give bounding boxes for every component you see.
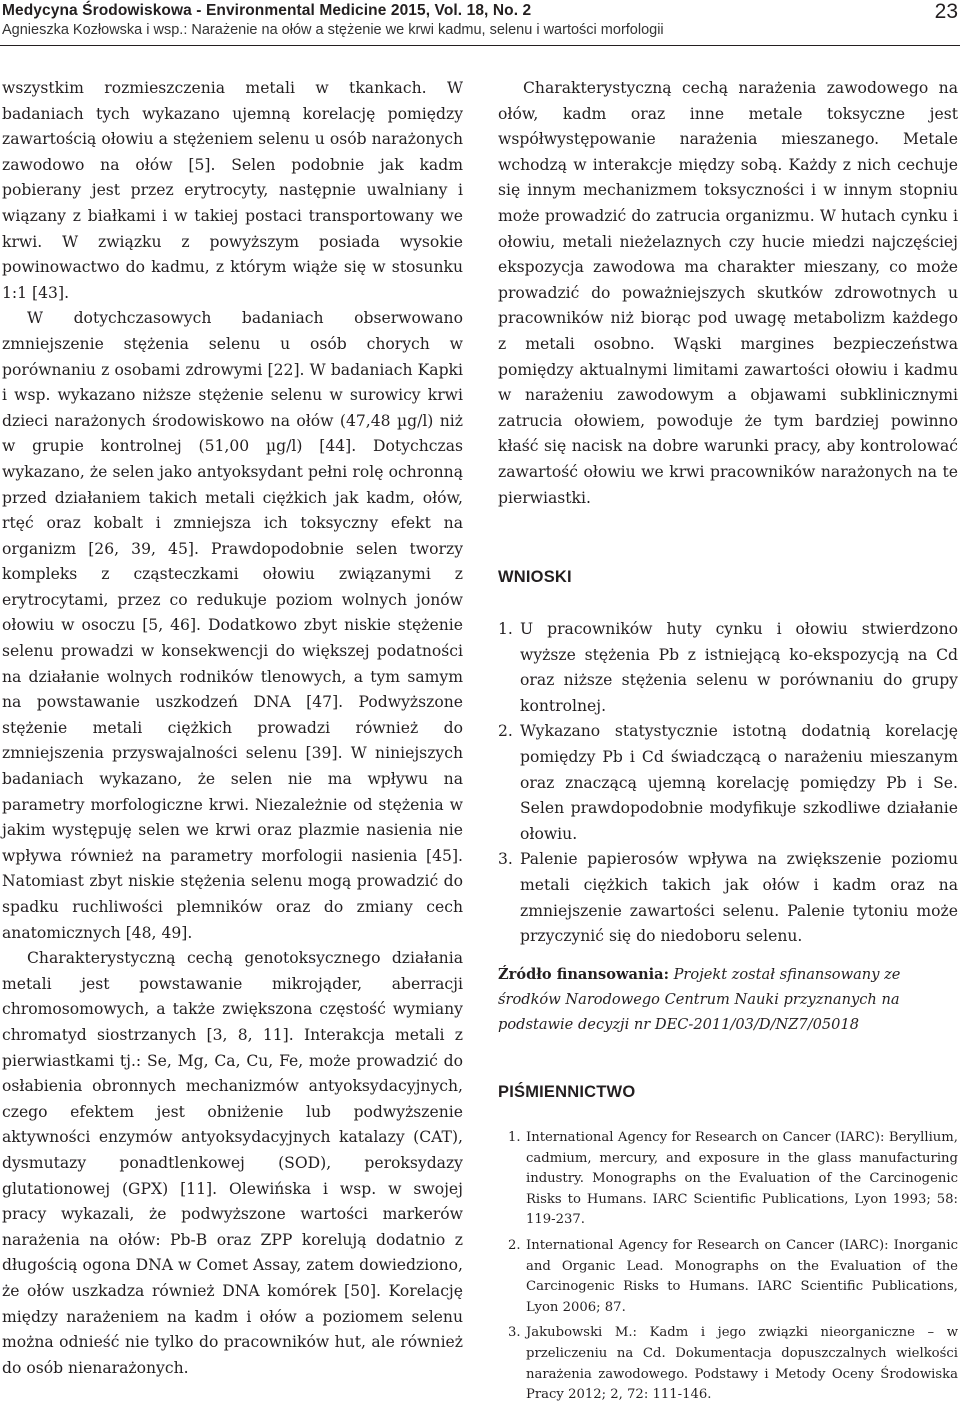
conclusion-item [498, 617, 958, 719]
references-heading: PIŚMIENNICTWO [498, 1083, 636, 1101]
reference-text: Jakubowski M.: Kadm i jego związki nieorganiczne – w przeliczeniu na Cd. Dokumentacja dopuszczalnych wielkości narażenia zawodowego. Podstawy i Metody Oceny Środowiska Pracy 2012; 2, 72: 111-146. [526, 1325, 958, 1403]
conclusions-list [498, 617, 958, 950]
conclusion-number: 1. [498, 620, 513, 638]
journal-title: Medycyna Środowiskowa - Environmental Medicine 2015, Vol. 18, No. 2 [2, 2, 532, 19]
header-rule [0, 45, 960, 46]
reference-number: 3. [508, 1325, 521, 1341]
reference-text: International Agency for Research on Cancer (IARC): Beryllium, cadmium, mercury, and exposure in the glass manufacturing industry. Monographs on the Evaluation of the Carcinogenic Risks to Humans. IARC Scientific Publications, Lyon 1993; 58: 119-237. [526, 1130, 958, 1228]
funding-label: Źródło finansowania: [498, 966, 669, 983]
conclusion-item [498, 847, 958, 949]
reference-item [498, 1323, 958, 1405]
right-column [498, 76, 958, 511]
conclusion-number: 3. [498, 850, 513, 869]
reference-text: International Agency for Research on Cancer (IARC): Inorganic and Organic Lead. Monographs on the Evaluation of the Carcinogenic Risks to Humans. IARC Scientific Publications, Lyon 2006; 87. [526, 1237, 958, 1315]
funding-text: Projekt został sfinansowany ze środków Narodowego Centrum Nauki przyznanych na podstawie decyzji nr DEC-2011/03/D/NZ7/05018 [498, 966, 901, 1033]
conclusions-heading: WNIOSKI [498, 568, 572, 586]
conclusion-text: Wykazano statystycznie istotną dodatnią korelację pomiędzy Pb i Cd świadczącą o narażeniu mieszanym oraz znaczącą ujemną korelację pomiędzy Pb i Se. Selen prawdopodobnie modyfikuje szkodliwe działanie ołowiu. [520, 722, 958, 843]
running-title: Agnieszka Kozłowska i wsp.: Narażenie na ołów a stężenie we krwi kadmu, selenu i wartości morfologii [2, 22, 664, 38]
body-paragraph: wszystkim rozmieszczenia metali w tkankach. W badaniach tych wykazano ujemną korelację pomiędzy zawartością ołowiu a stężeniem selenu u osób narażonych zawodowo na ołów [5]. Selen podobnie jak kadm pobierany jest przez erytrocyty, następnie uwalniany i wiązany z białkami i w takiej postaci transportowany we krwi. W związku z powyższym posiada wysokie powinowactwo do kadmu, z którym wiąże się w stosunku 1:1 [43]. [2, 79, 463, 302]
references-list [498, 1128, 958, 1411]
conclusion-text: Palenie papierosów wpływa na zwiększenie poziomu metali ciężkich takich jak ołów i kadm oraz na zmniejszenie zawartości selenu. Palenie tytoniu może przyczynić się do niedoboru selenu. [520, 850, 958, 946]
reference-number: 1. [508, 1130, 521, 1145]
left-column [2, 76, 463, 1381]
body-paragraph: W dotychczasowych badaniach obserwowano zmniejszenie stężenia selenu u osób chorych w porównaniu z osobami zdrowymi [22]. W badaniach Kapki i wsp. wykazano niższe stężenie selenu w surowicy krwi dzieci narażonych środowiskowo na ołów (47,48 µg/l) niż w grupie kontrolnej (51,00 µg/l) [44]. Dotychczas wykazano, że selen jako antyoksydant pełni rolę ochronną przed działaniem takich metali ciężkich jak kadm, ołów, rtęć oraz kobalt i zmniejsza ich toksyczny efekt na organizm [26, 39, 45]. Prawdopodobnie selen tworzy kompleks z cząsteczkami ołowiu związanymi z erytrocytami, przez co redukuje poziom wolnych jonów ołowiu w osoczu [5, 46]. Dodatkowo zbyt niskie stężenie selenu prowadzi w konsekwencji do większej podatności na działanie wolnych rodników tlenowych, a tym samym na powstawanie uszkodzeń DNA [47]. Podwyższone stężenie metali ciężkich prowadzi również do zmniejszenia przyswajalności selenu [39]. W niniejszych badaniach wykazano, że selen nie ma wpływu na parametry morfologiczne krwi. Niezależnie od stężenia w jakim występuję selen we krwi oraz plazmie nasienia nie wpływa również na parametry morfologii nasienia [45]. Natomiast zbyt niskie stężenia selenu mogą prowadzić do spadku ruchliwości plemników oraz do zmiany cech anatomicznych [48, 49]. [2, 309, 463, 942]
conclusion-item [498, 719, 958, 847]
page-number: 23 [934, 0, 958, 23]
conclusion-text: U pracowników huty cynku i ołowiu stwierdzono wyższe stężenia Pb z istniejącą ko-ekspozycją na Cd oraz niższe stężenia selenu w porównaniu do grupy kontrolnej. [520, 620, 958, 715]
funding-note [498, 962, 958, 1037]
reference-number: 2. [508, 1237, 521, 1253]
reference-item [498, 1128, 958, 1231]
running-header [0, 0, 960, 48]
body-paragraph: Charakterystyczną cechą genotoksycznego działania metali jest powstawanie mikrojąder, aberracji chromosomowych, a także zwiększona częstość wymiany chromatyd siostrzanych [3, 8, 11]. Interakcja metali z pierwiastkami tj.: Se, Mg, Ca, Cu, Fe, może prowadzić do osłabienia obronnych mechanizmów antyoksydacyjnych, czego efektem jest obniżenie lub podwyższenie aktywności enzymów antyoksydacyjnych katalazy (CAT), dysmutazy ponadtlenkowej (SOD), peroksydazy glutationowej (GPX) [11]. Olewińska i wsp. w swojej pracy wykazali, że podwyższone wartości markerów narażenia na ołów: Pb-B oraz ZPP korelują dodatnio z długością ogona DNA w Comet Assay, zatem dowiedziono, że ołów uszkadza również DNA komórek [50]. Korelację między narażeniem na kadm i ołów a poziomem selenu można odnieść nie tylko do pracowników hut, ale również do osób nienarażonych. [2, 949, 463, 1377]
reference-item [498, 1236, 958, 1318]
body-paragraph: Charakterystyczną cechą narażenia zawodowego na ołów, kadm oraz inne metale toksyczne jest współwystępowanie narażenia mieszanego. Metale wchodzą w interakcje między sobą. Każdy z nich cechuje się innym mechanizmem toksyczności i w innym stopniu może prowadzić do zatrucia organizmu. W hutach cynku i ołowiu, metali nieżelaznych czy hucie miedzi najczęściej ekspozycja zawodowa ma charakter mieszany, co może prowadzić do poważniejszych skutków zdrowotnych u pracowników niż biorąc pod uwagę metabolizm każdego z metali osobno. Wąski margines bezpieczeństwa pomiędzy aktualnymi limitami zawartości ołowiu i kadmu w narażeniu zawodowym a objawami subklinicznymi zatrucia ołowiem, powoduje że tym bardziej powinno kłaść się nacisk na dobre warunki pracy, aby kontrolować zawartość ołowiu we krwi pracowników narażonych na te pierwiastki. [498, 79, 958, 507]
conclusion-number: 2. [498, 722, 513, 741]
